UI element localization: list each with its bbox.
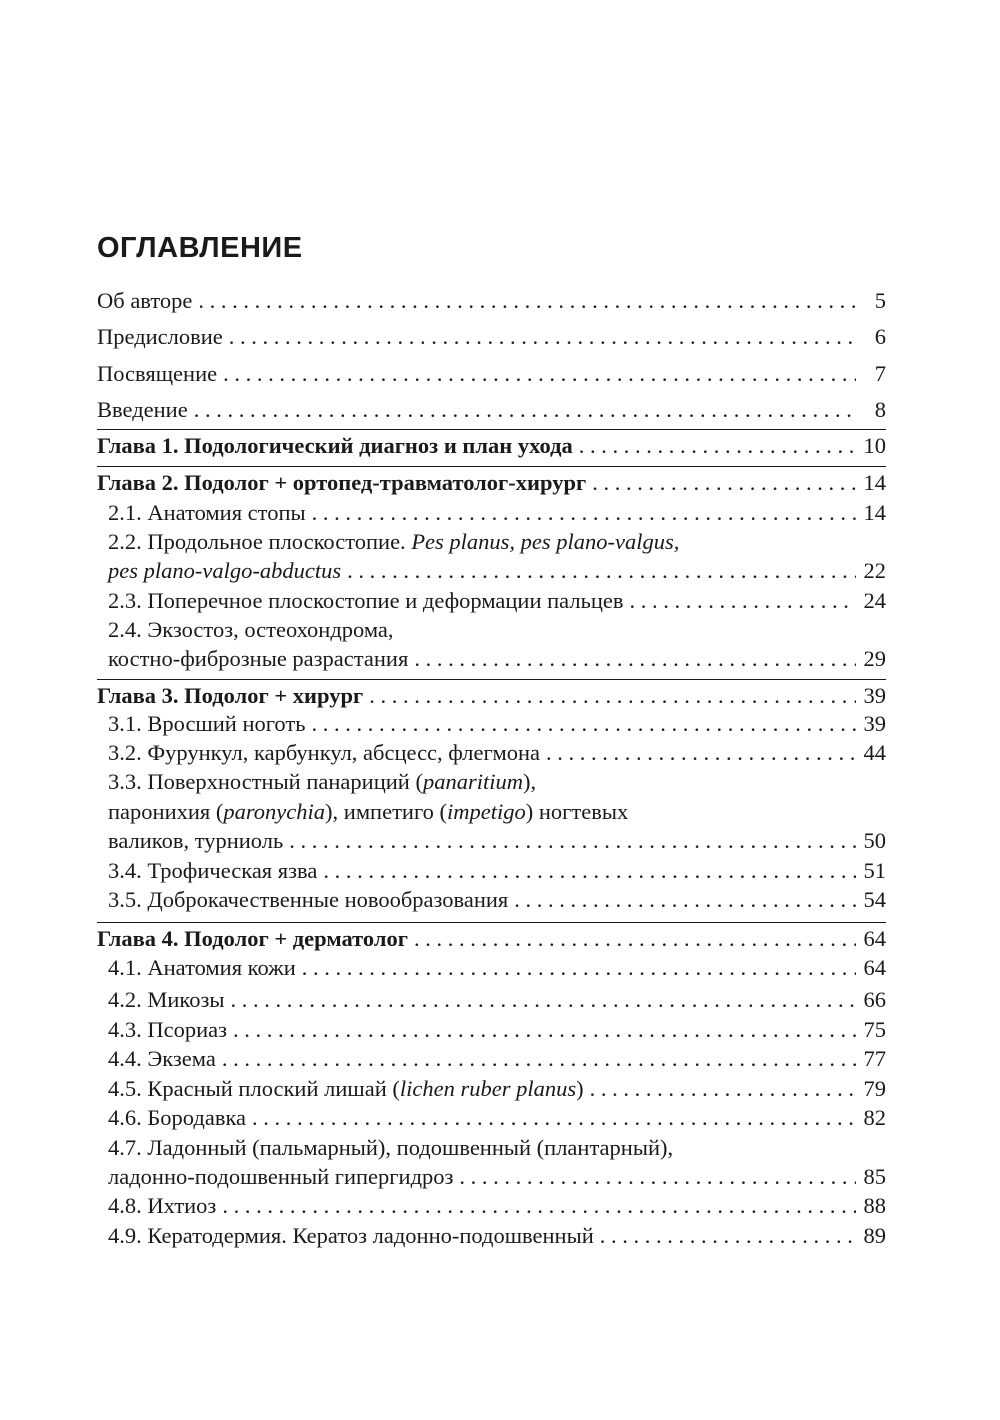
toc-page-number: 64 [863, 955, 886, 980]
toc-page-number: 10 [863, 433, 886, 458]
toc-section-3-3-line1 [108, 769, 536, 795]
toc-section-2-2-line1 [108, 529, 679, 555]
toc-section-label [108, 1076, 584, 1102]
leader-dots [222, 1193, 856, 1219]
toc-section-label: костно-фиброзные разрастания [108, 646, 409, 671]
toc-section-label: ) ногтевых [525, 799, 629, 824]
toc-section-3-5[interactable] [108, 887, 886, 913]
toc-entry-about-author[interactable] [97, 288, 886, 314]
toc-section-3-2[interactable] [108, 740, 886, 766]
leader-dots [289, 828, 856, 854]
toc-entry-label: Предисловие [97, 324, 223, 349]
toc-section-label: 3.1. Вросший ноготь [108, 711, 306, 736]
leader-dots [252, 1105, 856, 1131]
toc-section-3-4[interactable] [108, 858, 886, 884]
toc-section-label: 2.3. Поперечное плоскостопие и деформации пальцев [108, 588, 624, 613]
leader-dots [194, 397, 856, 423]
toc-section-4-2[interactable] [108, 987, 886, 1013]
toc-section-label: 3.5. Доброкачественные новообразования [108, 887, 509, 912]
toc-chapter-label: Глава 3. Подолог + хирург [97, 683, 364, 708]
leader-dots [230, 987, 856, 1013]
leader-dots [600, 1223, 856, 1249]
toc-page-number: 79 [863, 1076, 886, 1101]
toc-section-label: паронихия ( [108, 799, 224, 824]
toc-page-number: 14 [863, 470, 886, 495]
leader-dots [630, 588, 856, 614]
leader-dots [222, 1046, 856, 1072]
toc-page-number: 50 [863, 828, 886, 853]
latin-term: impetigo [447, 799, 526, 824]
toc-section-label-part: ) [576, 1076, 584, 1101]
toc-section-4-7-line1 [108, 1135, 673, 1161]
toc-section-label: 2.2. Продольное плоскостопие. [108, 529, 412, 554]
toc-page-number: 77 [863, 1046, 886, 1071]
toc-section-label: ), [522, 769, 537, 794]
toc-section-2-4-line1 [108, 617, 394, 643]
latin-term: paronychia [223, 799, 326, 824]
toc-page-number: 75 [863, 1017, 886, 1042]
toc-section-label: 4.3. Псориаз [108, 1017, 228, 1042]
leader-dots [311, 711, 856, 737]
toc-section-label: 4.4. Экзема [108, 1046, 216, 1071]
leader-dots [459, 1164, 856, 1190]
toc-section-label-part: 4.5. Красный плоский лишай ( [108, 1076, 400, 1101]
toc-section-label: 4.6. Бородавка [108, 1105, 247, 1130]
leader-dots [414, 646, 856, 672]
leader-dots [233, 1017, 856, 1043]
toc-section-2-1[interactable] [108, 500, 886, 526]
leader-dots [579, 433, 856, 459]
leader-dots [590, 1076, 856, 1102]
toc-section-4-8[interactable] [108, 1193, 886, 1219]
toc-section-4-3[interactable] [108, 1017, 886, 1043]
toc-entry-label: Об авторе [97, 288, 193, 313]
leader-dots [592, 470, 856, 496]
latin-term: Pes planus, pes plano-valgus, [411, 529, 680, 554]
toc-section-4-4[interactable] [108, 1046, 886, 1072]
toc-section-label: 4.9. Кератодермия. Кератоз ладонно-подошвенный [108, 1223, 594, 1248]
leader-dots [414, 926, 856, 952]
toc-page-number: 64 [863, 926, 886, 951]
toc-section-4-7[interactable] [108, 1164, 886, 1190]
toc-section-label: 3.4. Трофическая язва [108, 858, 318, 883]
toc-section-label: валиков, турниоль [108, 828, 284, 853]
toc-section-3-3-line2 [108, 799, 628, 825]
toc-section-label: 4.1. Анатомия кожи [108, 955, 296, 980]
toc-section-3-1[interactable] [108, 711, 886, 737]
toc-entry-dedication[interactable] [97, 361, 886, 387]
toc-chapter-1[interactable] [97, 429, 886, 459]
toc-page-number: 5 [874, 288, 886, 313]
toc-page-number: 39 [863, 683, 886, 708]
toc-section-4-6[interactable] [108, 1105, 886, 1131]
toc-section-2-4[interactable] [108, 646, 886, 672]
leader-dots [198, 288, 856, 314]
leader-dots [369, 683, 856, 709]
toc-section-3-3[interactable] [108, 828, 886, 854]
toc-chapter-3[interactable] [97, 679, 886, 709]
toc-section-2-2[interactable] [108, 558, 886, 584]
toc-section-2-3[interactable] [108, 588, 886, 614]
toc-section-4-9[interactable] [108, 1223, 886, 1249]
toc-page-number: 29 [863, 646, 886, 671]
toc-page-number: 54 [863, 887, 886, 912]
toc-chapter-label: Глава 2. Подолог + ортопед-травматолог-хирург [97, 470, 587, 495]
toc-section-4-1[interactable] [108, 955, 886, 981]
leader-dots [514, 887, 856, 913]
toc-page-number: 22 [863, 558, 886, 583]
toc-entry-introduction[interactable] [97, 397, 886, 423]
toc-entry-label: Введение [97, 397, 188, 422]
toc-section-label: 2.1. Анатомия стопы [108, 500, 306, 525]
toc-page-number: 14 [863, 500, 886, 525]
toc-section-label: 2.4. Экзостоз, остеохондрома, [108, 617, 394, 642]
toc-section-label: 3.3. Поверхностный панариций ( [108, 769, 423, 794]
toc-chapter-label: Глава 4. Подолог + дерматолог [97, 926, 408, 951]
leader-dots [223, 361, 856, 387]
toc-page-number: 88 [863, 1193, 886, 1218]
leader-dots [302, 955, 856, 981]
latin-term: panaritium [422, 769, 523, 794]
toc-section-label: 4.7. Ладонный (пальмарный), подошвенный (плантарный), [108, 1135, 674, 1160]
leader-dots [229, 324, 856, 350]
toc-section-label: ладонно-подошвенный гипергидроз [108, 1164, 454, 1189]
latin-term: pes plano-valgo-abductus [108, 558, 342, 583]
leader-dots [546, 740, 856, 766]
toc-section-label: ), импетиго ( [325, 799, 447, 824]
toc-page-number: 8 [874, 397, 886, 422]
toc-page-number: 85 [863, 1164, 886, 1189]
page-title: ОГЛАВЛЕНИЕ [97, 232, 303, 264]
toc-page-number: 24 [863, 588, 886, 613]
toc-page-number: 82 [863, 1105, 886, 1130]
toc-page-number: 39 [863, 711, 886, 736]
leader-dots [347, 558, 856, 584]
toc-section-label: 4.8. Ихтиоз [108, 1193, 217, 1218]
toc-chapter-4[interactable] [97, 922, 886, 952]
leader-dots [323, 858, 856, 884]
toc-page-number: 51 [863, 858, 886, 883]
toc-section-label: 4.2. Микозы [108, 987, 225, 1012]
toc-page-number: 66 [863, 987, 886, 1012]
toc-entry-label: Посвящение [97, 361, 218, 386]
leader-dots [312, 500, 856, 526]
latin-term: lichen ruber planus [399, 1076, 577, 1101]
toc-entry-preface[interactable] [97, 324, 886, 350]
toc-page-number: 44 [863, 740, 886, 765]
toc-chapter-2[interactable] [97, 466, 886, 496]
toc-page-number: 89 [863, 1223, 886, 1248]
toc-section-4-5[interactable] [108, 1076, 886, 1102]
toc-page-number: 6 [874, 324, 886, 349]
toc-section-label: 3.2. Фурункул, карбункул, абсцесс, флегмона [108, 740, 540, 765]
toc-chapter-label: Глава 1. Подологический диагноз и план ухода [97, 433, 573, 458]
toc-page-number: 7 [874, 361, 886, 386]
